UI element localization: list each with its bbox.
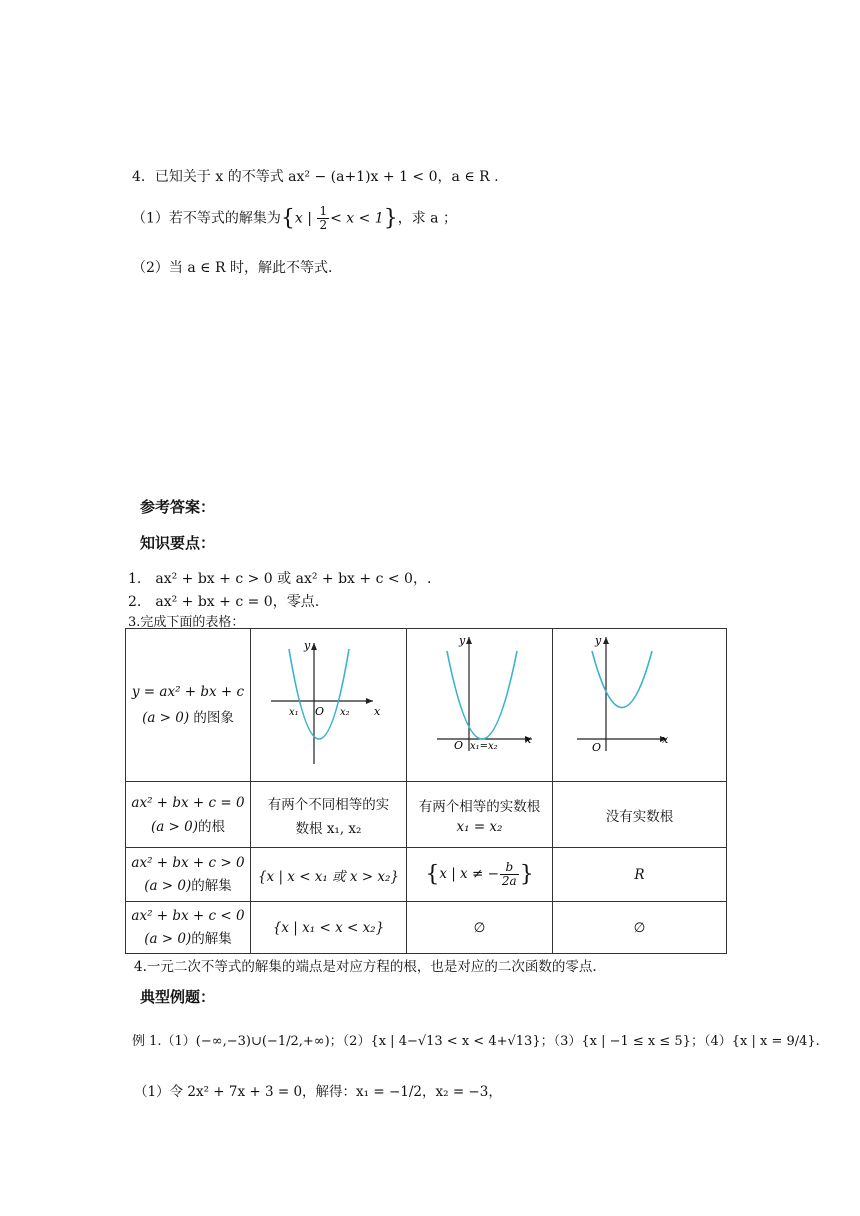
answers-heading: 参考答案： (140, 498, 216, 516)
two-roots-text-line-1: 有两个不同相等的实 (267, 796, 390, 813)
set-variable: x (294, 210, 303, 227)
y-label: y (595, 634, 602, 647)
parabola-curve (289, 649, 349, 739)
parabola-two-roots-graph (251, 629, 406, 777)
double-root-text-line-2: x₁ = x₂ (456, 818, 503, 835)
set-condition: < x < 1 (330, 210, 384, 227)
greater-solution-double-root (407, 848, 553, 902)
vertex-fraction (500, 861, 519, 888)
fraction-denominator: 2 (319, 218, 328, 232)
roots-double (407, 782, 553, 848)
graph-two-roots (251, 629, 407, 782)
origin-label: O (454, 739, 464, 752)
left-brace: { (425, 862, 440, 887)
less-header-suffix: 的解集 (191, 931, 232, 947)
fraction-numerator: b (505, 860, 514, 874)
right-brace: } (383, 206, 398, 231)
greater-solution-two-roots: {x | x < x₁ 或 x > x₂} (251, 848, 407, 902)
x-axis-arrow (366, 698, 373, 704)
origin-label: O (592, 741, 602, 754)
left-brace: { (280, 206, 295, 231)
problem-4-part-1 (132, 205, 457, 232)
less-solution-no-roots: ∅ (553, 902, 727, 954)
row-header-graph (126, 629, 251, 782)
y-axis-arrow (466, 637, 472, 644)
roots-header-suffix: 的根 (198, 818, 226, 835)
root-x2-label: x₂ (340, 707, 350, 718)
problem-4-part-2: （2）当 a ∈ R 时，解此不等式. (132, 260, 333, 276)
origin-label: O (315, 705, 325, 718)
examples-heading: 典型例题： (140, 988, 216, 1006)
example-1-step: （1）令 2x² + 7x + 3 = 0，解得：x₁ = −1/2，x₂ = −3， (134, 1084, 502, 1100)
right-brace: } (519, 862, 534, 887)
set-bar: | (302, 210, 317, 227)
two-roots-text-line-2: 数根 x₁, x₂ (295, 820, 362, 837)
greater-solution-no-roots: R (553, 848, 727, 902)
greater-header-condition: (a > 0) (144, 878, 192, 894)
table-row-graph (126, 629, 727, 782)
knowledge-item-3: 3.完成下面的表格： (128, 615, 245, 630)
y-label: y (459, 634, 466, 647)
y-axis-arrow (603, 637, 609, 644)
greater-header-suffix: 的解集 (191, 878, 232, 894)
half-fraction (317, 205, 329, 232)
root-x1-label: x₁ (289, 707, 299, 718)
parabola-curve (592, 651, 652, 708)
double-root-text-line-1: 有两个相等的实数根 (418, 798, 541, 815)
less-solution-two-roots: {x | x₁ < x < x₂} (251, 902, 407, 954)
graph-no-roots (553, 629, 727, 782)
graph-header-formula: y = ax² + bx + c (131, 684, 245, 700)
parabola-double-root-graph (407, 629, 552, 777)
less-header-condition: (a > 0) (144, 931, 192, 947)
knowledge-item-2: 2. ax² + bx + c = 0，零点. (128, 594, 320, 610)
roots-header-condition: (a > 0) (150, 818, 199, 835)
less-solution-double-root: ∅ (407, 902, 553, 954)
x-label: x (662, 733, 669, 746)
less-header-formula: ax² + bx + c < 0 (131, 908, 245, 924)
row-header-roots (126, 782, 251, 848)
part-1-prefix: （1）若不等式的解集为 (132, 210, 281, 227)
greater-header-formula: ax² + bx + c > 0 (131, 855, 245, 871)
example-1-answers: 例 1.（1）(−∞,−3)∪(−1/2,+∞)；（2）{x | 4−√13 < x < 4+√13}；（3）{x | −1 ≤ x ≤ 5}；（4）{x | x = 9/4}. (132, 1034, 820, 1049)
row-header-greater (126, 848, 251, 902)
roots-two-distinct (251, 782, 407, 848)
knowledge-item-1: 1. ax² + bx + c > 0 或 ax² + bx + c < 0，. (128, 571, 432, 587)
table-row-greater (126, 848, 727, 902)
table-row-less (126, 902, 727, 954)
parabola-curve (447, 651, 517, 739)
y-axis-arrow (311, 643, 317, 650)
row-header-less (126, 902, 251, 954)
roots-none: 没有实数根 (553, 782, 727, 848)
graph-double-root (407, 629, 553, 782)
knowledge-heading: 知识要点： (140, 534, 216, 552)
knowledge-item-4: 4.一元二次不等式的解集的端点是对应方程的根，也是对应的二次函数的零点. (134, 959, 597, 975)
fraction-numerator: 1 (319, 204, 328, 218)
graph-header-suffix: 的图象 (189, 710, 234, 726)
x-label: x (374, 705, 381, 718)
roots-header-formula: ax² + bx + c = 0 (131, 794, 245, 811)
set-condition: x | x ≠ − (439, 866, 499, 882)
problem-4-stem: 4．已知关于 x 的不等式 ax² − (a+1)x + 1 < 0，a ∈ R . (132, 169, 499, 185)
quadratic-summary-table (125, 628, 727, 954)
table-row-roots (126, 782, 727, 848)
x-label: x (525, 733, 532, 746)
parabola-no-roots-graph (562, 629, 717, 777)
part-1-suffix: ，求 a ； (397, 210, 457, 227)
fraction-denominator: 2a (501, 874, 517, 888)
double-root-label: x₁=x₂ (470, 741, 498, 752)
graph-header-condition: (a > 0) (142, 710, 190, 726)
y-label: y (304, 639, 311, 652)
